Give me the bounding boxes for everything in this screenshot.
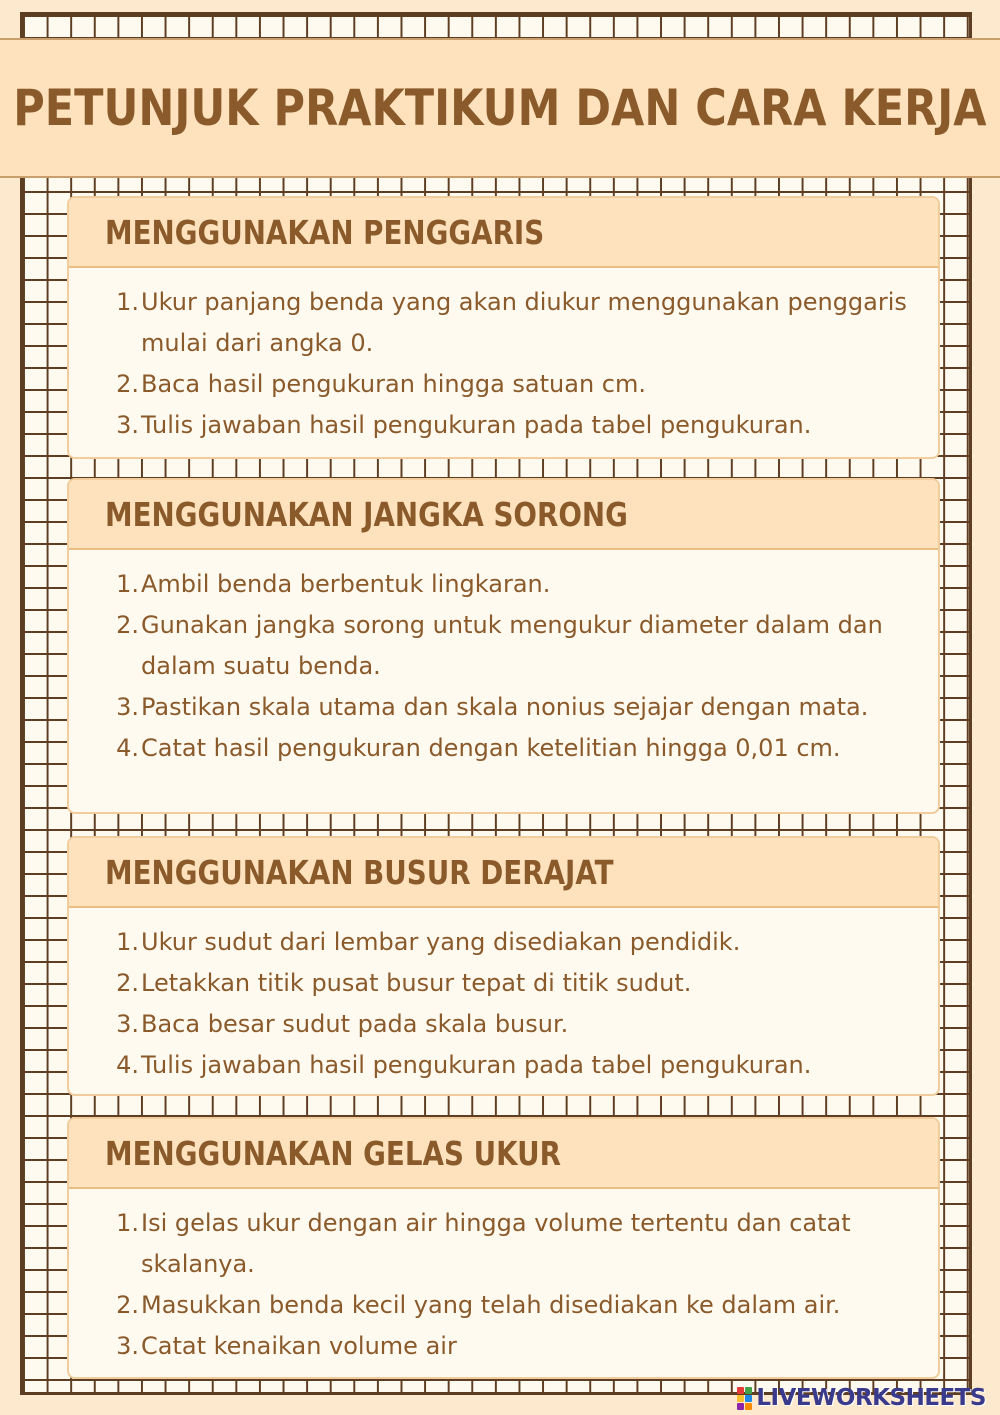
section-title: MENGGUNAKAN GELAS UKUR — [105, 1133, 561, 1173]
watermark-text: LIVEWORKSHEETS — [756, 1385, 986, 1411]
steps-list — [69, 1189, 938, 1367]
section-title: MENGGUNAKAN PENGGARIS — [105, 212, 545, 252]
section-header — [69, 1119, 938, 1189]
section-header — [69, 198, 938, 268]
section-title: MENGGUNAKAN BUSUR DERAJAT — [105, 852, 614, 892]
page-title: PETUNJUK PRAKTIKUM DAN CARA KERJA — [13, 79, 987, 137]
liveworksheets-watermark — [737, 1383, 986, 1413]
list-item: 2. Letakkan titik pusat busur tepat di titik sudut. — [116, 969, 692, 997]
steps-list — [69, 908, 938, 1086]
list-item: 3. Tulis jawaban hasil pengukuran pada tabel pengukuran. — [116, 411, 812, 439]
list-item: 4. Catat hasil pengukuran dengan ketelitian hingga 0,01 cm. — [116, 734, 841, 762]
list-item: 3. Pastikan skala utama dan skala nonius sejajar dengan mata. — [116, 693, 869, 721]
section-header — [69, 480, 938, 550]
list-item: 1. Ukur panjang benda yang akan diukur menggunakan penggaris mulai dari angka 0. — [116, 288, 907, 357]
section-card-jangka-sorong — [67, 478, 940, 814]
section-card-busur-derajat — [67, 836, 940, 1096]
list-item: 2. Gunakan jangka sorong untuk mengukur diameter dalam dan dalam suatu benda. — [116, 611, 883, 680]
steps-list — [69, 550, 938, 769]
liveworksheets-logo-icon — [737, 1387, 752, 1410]
list-item: 2. Masukkan benda kecil yang telah disediakan ke dalam air. — [116, 1291, 841, 1319]
list-item: 1. Isi gelas ukur dengan air hingga volume tertentu dan catat skalanya. — [116, 1209, 851, 1278]
section-title: MENGGUNAKAN JANGKA SORONG — [105, 494, 628, 534]
steps-list — [69, 268, 938, 446]
list-item: 3. Baca besar sudut pada skala busur. — [116, 1010, 569, 1038]
section-header — [69, 838, 938, 908]
list-item: 1. Ukur sudut dari lembar yang disediakan pendidik. — [116, 928, 741, 956]
list-item: 1. Ambil benda berbentuk lingkaran. — [116, 570, 551, 598]
title-banner — [0, 38, 1000, 178]
section-card-gelas-ukur — [67, 1117, 940, 1379]
list-item: 2. Baca hasil pengukuran hingga satuan cm. — [116, 370, 647, 398]
list-item: 4. Tulis jawaban hasil pengukuran pada tabel pengukuran. — [116, 1051, 812, 1079]
list-item: 3. Catat kenaikan volume air — [116, 1332, 457, 1360]
section-card-penggaris — [67, 196, 940, 459]
